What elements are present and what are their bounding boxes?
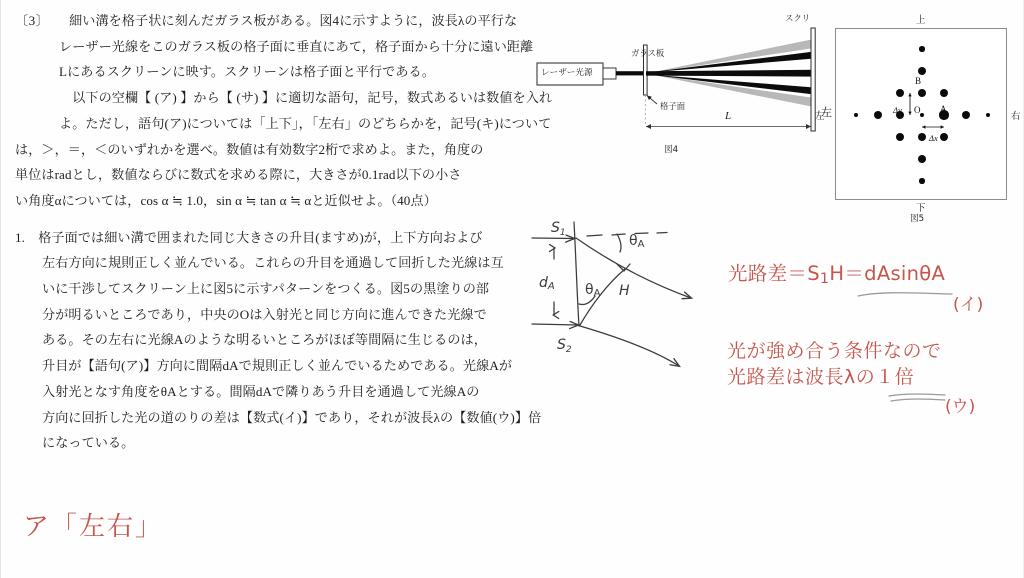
section-line: 左右方向に規則正しく並んでいる。これらの升目を通過して回折した光線は互 <box>42 255 504 271</box>
delta-x-label: Δx <box>929 133 938 143</box>
delta-y-label: Δy <box>893 105 902 115</box>
section-line-text: 格子面では細い溝で囲まれた同じ大きさの升目(ますめ)が，上下方向および <box>38 229 483 245</box>
incident-beam <box>616 71 645 75</box>
label-s2: $S_2$ <box>557 337 572 355</box>
problem-line <box>15 8 527 34</box>
figure5-screen-box <box>835 28 1007 200</box>
laser-nozzle <box>603 68 616 79</box>
annotation-tag-u: (ウ) <box>945 397 976 417</box>
label-theta-bottom: θA <box>585 282 601 299</box>
problem-text-column <box>15 8 553 456</box>
figure5-left-label: 左 <box>815 111 825 122</box>
angle-arc-top <box>617 234 621 252</box>
label-dA: dA <box>539 275 555 292</box>
annotation-condition-underline <box>887 390 949 406</box>
problem-line-text: 以下の空欄【 (ア) 】から【 (サ) 】に適切な語句，記号，数式あるいは数値を入れ <box>72 90 553 106</box>
handwritten-answer-a: ア「左右」 <box>23 512 164 542</box>
annotation-condition-line-2: 光路差は波長λの１倍 <box>727 366 915 388</box>
figure5-top-label: 上 <box>916 15 926 26</box>
problem-line: Lにあるスクリーンに映す。スクリーンは格子面と平行である。 <box>59 64 435 80</box>
beam-inner-lower <box>646 74 814 94</box>
point-B-label: B <box>915 76 922 86</box>
annotation-condition-line-1: 光が強め合う条件なので <box>727 340 942 362</box>
problem-line: は，＞，＝，＜のいずれかを選べ。数値は有効数字2桁で求めよ。また，角度の <box>15 141 484 157</box>
distance-L-label: L <box>725 110 732 122</box>
glass-plate-label: ガラス板 <box>631 48 665 58</box>
figure5-measure-arrows <box>836 29 1008 201</box>
reference-dash-1 <box>587 235 602 236</box>
section-line <box>15 225 527 251</box>
section-line: になっている。 <box>42 435 135 451</box>
screen-label: スクリ <box>785 13 811 23</box>
incident-ray-s1 <box>532 238 574 239</box>
label-s1: $S_1$ <box>551 220 566 238</box>
section-line: 方向に回折した光の道のりの差は【数式(イ)】であり，それが波長λの【数値(ウ)】倍 <box>42 409 542 425</box>
section-line: いに干渉してスクリーン上に図5に示すパターンをつくる。図5の黒塗りの部 <box>42 281 490 297</box>
paragraph-spacer <box>15 214 527 225</box>
annotation-formula-underline <box>856 288 956 302</box>
beam-central <box>646 70 814 77</box>
optical-path-sketch-drawing <box>529 214 739 394</box>
section-line: 升目が【語句(ア)】方向に間隔dAで規則正しく並んでいるためである。光線Aが <box>42 358 513 374</box>
figure5-right-label: 右 <box>1011 111 1021 122</box>
section-line: 入射光となす角度をθAとする。間隔dAで隣りあう升目を通過して光線Aの <box>42 383 480 399</box>
problem-line <box>15 85 553 111</box>
annotation-path-difference-formula <box>728 258 945 287</box>
reference-dash-4 <box>657 233 667 234</box>
figure-4-caption: 図4 <box>664 145 679 155</box>
diffracted-ray-s2 <box>580 326 679 366</box>
problem-line-text: 細い溝を格子状に刻んだガラス板がある。図4に示すように，波長λの平行な <box>69 13 518 28</box>
section-line: 分が明るいところであり，中央のOは入射光と同じ方向に進んできた光線で <box>42 306 487 322</box>
figure5-bottom-label: 下 <box>916 203 926 214</box>
problem-number: 〔3〕 <box>15 13 43 28</box>
incident-ray-s2 <box>532 324 578 325</box>
problem-line: レーザー光線をこのガラス板の格子面に垂直にあて，格子面から十分に遠い距離 <box>59 38 534 54</box>
figure-4 <box>533 4 832 164</box>
figure-5 <box>815 8 1021 233</box>
problem-line: 単位はradとし，数値ならびに数式を求める際に，大きさが0.1rad以下の小さ <box>15 167 462 183</box>
laser-source-label: レーザー光源 <box>541 68 593 78</box>
section-1-paragraph <box>15 225 542 456</box>
grating-face-label: 格子面 <box>660 101 686 111</box>
label-H: H <box>619 283 630 299</box>
annotation-formula-text: 光路差＝S1H＝dAsinθA <box>728 262 946 287</box>
reference-dash-2 <box>612 234 625 235</box>
beam-inner-upper <box>646 52 814 73</box>
annotation-tag-i: (イ) <box>953 295 984 315</box>
section-number: 1. <box>15 229 26 245</box>
problem-line: よ。ただし，語句(ア)については「上下」，「左右」のどちらかを，記号(キ)について <box>59 115 552 131</box>
problem-line: い角度αについては，cos α ≒ 1.0，sin α ≒ tan α ≒ αと近似せよ。（40点） <box>15 192 437 208</box>
optical-path-sketch <box>529 214 739 394</box>
point-O-label: O <box>914 105 921 115</box>
figure-5-caption: 図5 <box>910 214 925 224</box>
figure4-left-label: 左 <box>821 106 832 119</box>
point-A-label: A <box>940 104 947 114</box>
grating-pointer-line <box>647 96 657 105</box>
figure-4-drawing <box>533 4 823 164</box>
problem-intro-paragraph <box>15 8 553 214</box>
section-line: ある。その左右に光線Aのような明るいところがほぼ等間隔に生じるのは， <box>42 332 487 348</box>
label-theta-top: θA <box>629 233 645 250</box>
